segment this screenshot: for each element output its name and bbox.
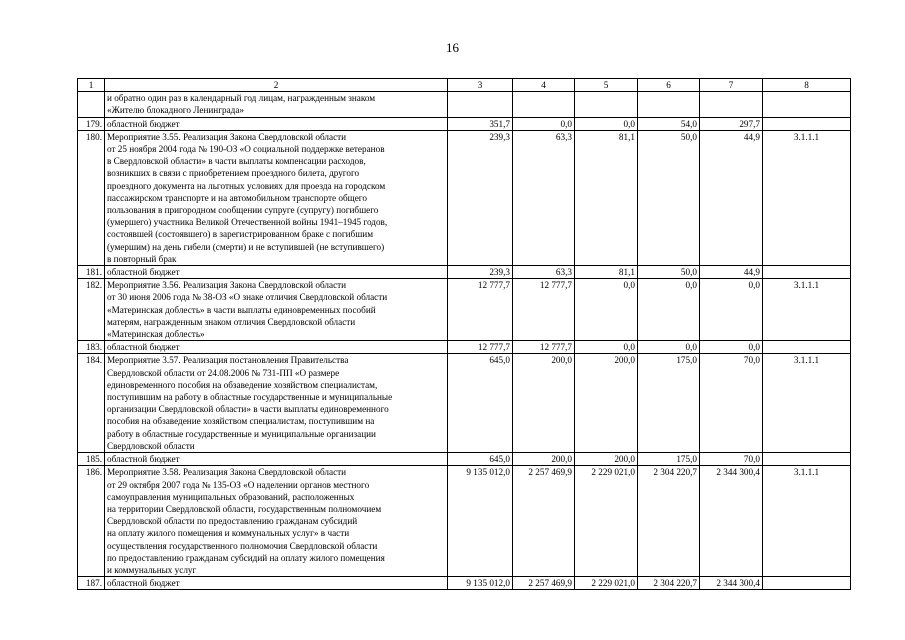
row-number-cell: 179. [78, 117, 105, 130]
value-col3-cell: 9 135 012,0 [448, 577, 513, 590]
value-col7-cell [700, 92, 763, 117]
table-row [78, 130, 851, 265]
value-col7-cell: 44,9 [700, 130, 763, 265]
header-cell: 7 [700, 79, 763, 92]
header-cell: 2 [105, 79, 448, 92]
target-ref-cell [763, 577, 851, 590]
row-number-cell [78, 92, 105, 117]
row-number-cell: 183. [78, 341, 105, 354]
value-col5-cell: 0,0 [575, 341, 638, 354]
value-col3-cell: 239,3 [448, 266, 513, 279]
value-col3-cell: 351,7 [448, 117, 513, 130]
table-row [78, 577, 851, 590]
row-number-cell: 181. [78, 266, 105, 279]
value-col5-cell: 81,1 [575, 266, 638, 279]
value-col6-cell: 50,0 [638, 130, 700, 265]
target-ref-cell [763, 92, 851, 117]
description-cell: областной бюджет [105, 341, 448, 354]
header-cell: 4 [513, 79, 575, 92]
header-cell: 8 [763, 79, 851, 92]
value-col6-cell: 175,0 [638, 354, 700, 453]
table-row [78, 117, 851, 130]
table-row [78, 466, 851, 577]
value-col4-cell: 2 257 469,9 [513, 466, 575, 577]
value-col6-cell: 50,0 [638, 266, 700, 279]
row-number-cell: 187. [78, 577, 105, 590]
value-col6-cell [638, 92, 700, 117]
description-cell: Мероприятие 3.55. Реализация Закона Свердловской области от 25 ноября 2004 года № 190-ОЗ «О социальной поддержке ветеранов в Свердловской области» в части выплаты компенсации расходов, возникших в связи с приобретением проездного билета, другого проездного документа на льготных условиях для проезда на городском пассажирском транспорте и на автомобильном транспорте общего пользования в пригородном сообщении супруге (супругу) погибшего (умершего) участника Великой Отечественной войны 1941–1945 годов, состоявшей (состоявшего) в зарегистрированном браке с погибшим (умершим) на день гибели (смерти) и не вступившей (не вступившего) в повторный брак [105, 130, 448, 265]
value-col3-cell: 645,0 [448, 453, 513, 466]
description-cell: Мероприятие 3.57. Реализация постановления Правительства Свердловской области от 24.08.2006 № 731-ПП «О размере единовременного пособия на обзаведение хозяйством специалистам, поступившим на работу в областные государственные и муниципальные организации Свердловской области» в части выплаты единовременного пособия на обзаведение хозяйством специалистам, поступившим на работу в областные государственные и муниципальные организации Свердловской области [105, 354, 448, 453]
table-row [78, 266, 851, 279]
description-cell: Мероприятие 3.56. Реализация Закона Свердловской области от 30 июня 2006 года № 38-ОЗ «О знаке отличия Свердловской области «Материнская доблесть» в части выплаты единовременных пособий матерям, награжденным знаком отличия Свердловской области «Материнская доблесть» [105, 279, 448, 341]
target-ref-cell: 3.1.1.1 [763, 354, 851, 453]
target-ref-cell: 3.1.1.1 [763, 130, 851, 265]
description-cell: и обратно один раз в календарный год лицам, награжденным знаком «Жителю блокадного Ленинграда» [105, 92, 448, 117]
target-ref-cell [763, 117, 851, 130]
value-col7-cell: 0,0 [700, 279, 763, 341]
value-col5-cell: 200,0 [575, 453, 638, 466]
program-table [77, 78, 851, 590]
value-col3-cell: 239,3 [448, 130, 513, 265]
value-col7-cell: 2 344 300,4 [700, 466, 763, 577]
row-number-cell: 185. [78, 453, 105, 466]
value-col3-cell: 9 135 012,0 [448, 466, 513, 577]
value-col5-cell: 0,0 [575, 279, 638, 341]
target-ref-cell: 3.1.1.1 [763, 466, 851, 577]
value-col4-cell: 63,3 [513, 130, 575, 265]
header-cell: 5 [575, 79, 638, 92]
value-col6-cell: 2 304 220,7 [638, 577, 700, 590]
value-col7-cell: 2 344 300,4 [700, 577, 763, 590]
target-ref-cell [763, 341, 851, 354]
value-col6-cell: 54,0 [638, 117, 700, 130]
row-number-cell: 182. [78, 279, 105, 341]
value-col3-cell [448, 92, 513, 117]
value-col5-cell: 0,0 [575, 117, 638, 130]
target-ref-cell [763, 266, 851, 279]
value-col4-cell [513, 92, 575, 117]
description-cell: областной бюджет [105, 266, 448, 279]
description-cell: областной бюджет [105, 117, 448, 130]
row-number-cell: 186. [78, 466, 105, 577]
value-col4-cell: 12 777,7 [513, 279, 575, 341]
value-col6-cell: 0,0 [638, 341, 700, 354]
value-col4-cell: 12 777,7 [513, 341, 575, 354]
value-col5-cell [575, 92, 638, 117]
value-col5-cell: 2 229 021,0 [575, 466, 638, 577]
header-cell: 1 [78, 79, 105, 92]
header-cell: 6 [638, 79, 700, 92]
value-col7-cell: 297,7 [700, 117, 763, 130]
value-col7-cell: 0,0 [700, 341, 763, 354]
value-col4-cell: 200,0 [513, 354, 575, 453]
table-row [78, 341, 851, 354]
value-col6-cell: 175,0 [638, 453, 700, 466]
row-number-cell: 180. [78, 130, 105, 265]
value-col5-cell: 2 229 021,0 [575, 577, 638, 590]
target-ref-cell: 3.1.1.1 [763, 279, 851, 341]
header-row [78, 79, 851, 92]
description-cell: областной бюджет [105, 453, 448, 466]
header-cell: 3 [448, 79, 513, 92]
table-row [78, 92, 851, 117]
value-col7-cell: 70,0 [700, 453, 763, 466]
target-ref-cell [763, 453, 851, 466]
value-col3-cell: 12 777,7 [448, 279, 513, 341]
value-col6-cell: 2 304 220,7 [638, 466, 700, 577]
table-row [78, 354, 851, 453]
value-col4-cell: 63,3 [513, 266, 575, 279]
table-row [78, 279, 851, 341]
value-col4-cell: 0,0 [513, 117, 575, 130]
value-col7-cell: 70,0 [700, 354, 763, 453]
value-col6-cell: 0,0 [638, 279, 700, 341]
value-col3-cell: 645,0 [448, 354, 513, 453]
description-cell: Мероприятие 3.58. Реализация Закона Свердловской области от 29 октября 2007 года № 135-ОЗ «О наделении органов местного самоуправления муниципальных образований, расположенных на территории Свердловской области, государственным полномочием Свердловской области по предоставлению гражданам субсидий на оплату жилого помещения и коммунальных услуг» в части осуществления государственного полномочия Свердловской области по предоставлению гражданам субсидий на оплату жилого помещения и коммунальных услуг [105, 466, 448, 577]
value-col5-cell: 200,0 [575, 354, 638, 453]
value-col4-cell: 2 257 469,9 [513, 577, 575, 590]
description-cell: областной бюджет [105, 577, 448, 590]
row-number-cell: 184. [78, 354, 105, 453]
value-col7-cell: 44,9 [700, 266, 763, 279]
value-col4-cell: 200,0 [513, 453, 575, 466]
value-col5-cell: 81,1 [575, 130, 638, 265]
value-col3-cell: 12 777,7 [448, 341, 513, 354]
table-row [78, 453, 851, 466]
page-number: 16 [446, 40, 459, 55]
